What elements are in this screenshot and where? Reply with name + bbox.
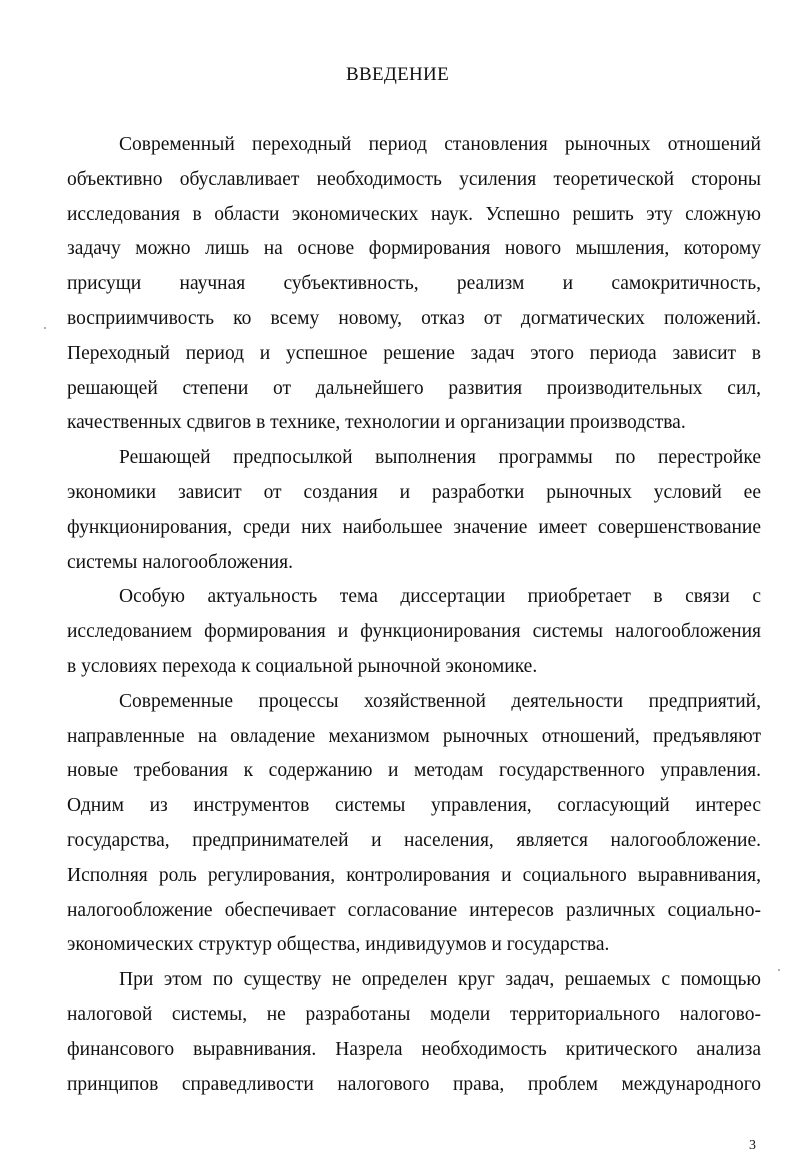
text-line: государства, предпринимателей и населения, является налогообложение.: [67, 829, 761, 851]
text-line: присущи научная субъективность, реализм и самокритичность,: [67, 273, 761, 295]
text-line: задачу можно лишь на основе формирования нового мышления, которому: [67, 238, 761, 260]
text-line: Особую актуальность тема диссертации приобретает в связи с: [119, 586, 761, 608]
text-line: Решающей предпосылкой выполнения программы по перестройке: [119, 447, 761, 469]
page-title: ВВЕДЕНИЕ: [346, 64, 449, 85]
text-line: экономики зависит от создания и разработки рыночных условий ее: [67, 481, 761, 503]
text-line: налоговой системы, не разработаны модели территориального налогово-: [67, 1003, 761, 1025]
text-line: Современные процессы хозяйственной деятельности предприятий,: [119, 690, 761, 712]
text-line: финансового выравнивания. Назрела необходимость критического анализа: [67, 1038, 761, 1060]
text-line: принципов справедливости налогового права, проблем международного: [67, 1073, 761, 1095]
paragraph-3: [67, 580, 761, 684]
text-line: восприимчивость ко всему новому, отказ от догматических положений.: [67, 307, 761, 329]
text-line: Одним из инструментов системы управления, согласующий интерес: [67, 795, 761, 817]
paragraph-1: [67, 128, 761, 441]
text-line: направленные на овладение механизмом рыночных отношений, предъявляют: [67, 725, 761, 747]
text-line: системы налогообложения.: [67, 551, 294, 573]
text-line: функционирования, среди них наибольшее значение имеет совершенствование: [67, 516, 761, 538]
text-line: Переходный период и успешное решение задач этого периода зависит в: [67, 342, 761, 364]
text-line: новые требования к содержанию и методам государственного управления.: [67, 760, 761, 782]
text-line: исследованием формирования и функционирования системы налогообложения: [67, 621, 761, 643]
text-line: Исполняя роль регулирования, контролирования и социального выравнивания,: [67, 864, 761, 886]
text-line: объективно обуславливает необходимость усиления теоретической стороны: [67, 168, 761, 190]
text-line: решающей степени от дальнейшего развития производительных сил,: [67, 377, 761, 399]
text-line: налогообложение обеспечивает согласование интересов различных социально-: [67, 899, 761, 921]
body-text: [67, 128, 761, 1102]
text-line: качественных сдвигов в технике, технологии и организации производства.: [67, 412, 686, 434]
scan-speck: [44, 327, 46, 329]
text-line: исследования в области экономических наук. Успешно решить эту сложную: [67, 203, 761, 225]
scan-speck: [778, 969, 780, 971]
text-line: Современный переходный период становления рыночных отношений: [119, 134, 761, 155]
paragraph-2: [67, 441, 761, 580]
text-line: в условиях перехода к социальной рыночной экономике.: [67, 655, 538, 677]
paragraph-4: [67, 685, 761, 963]
text-line: При этом по существу не определен круг задач, решаемых с помощью: [119, 969, 761, 991]
text-line: экономических структур общества, индивидуумов и государства.: [67, 934, 610, 956]
paragraph-5: [67, 963, 761, 1102]
page-number: 3: [749, 1138, 756, 1153]
